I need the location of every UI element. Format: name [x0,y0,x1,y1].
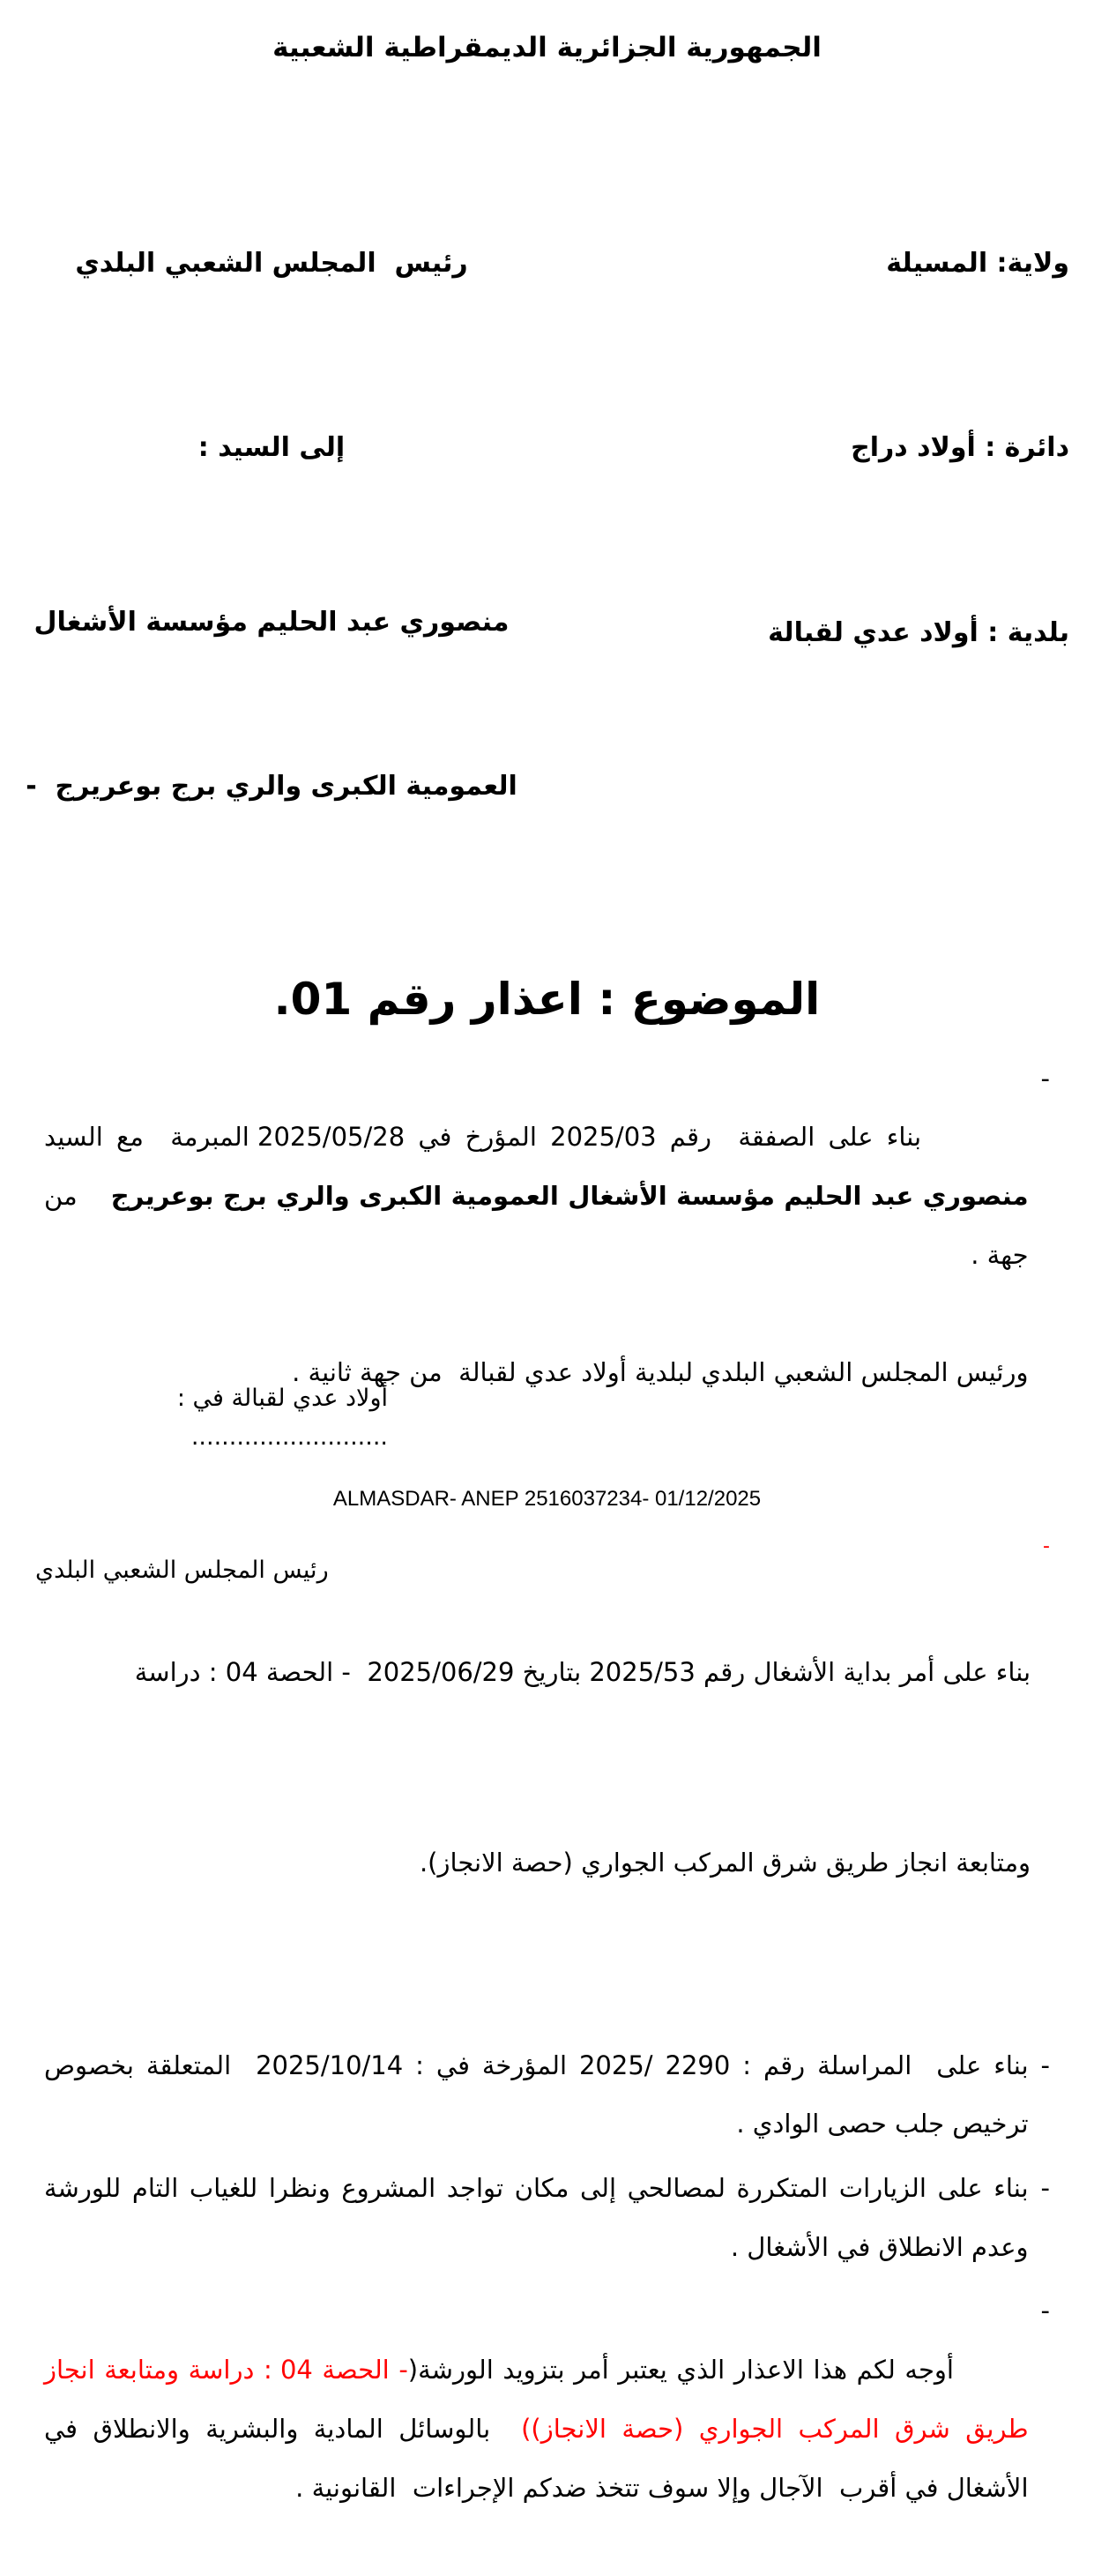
addressee-block [25,109,518,931]
subject-title: الموضوع : اعذار رقم 01. [273,973,821,1025]
daira-line: دائرة : أولاد دراج [851,432,1069,464]
paragraph-content: بناء على الزيارات المتكررة لمصالحي إلى مكان تواجد المشروع ونظرا للغياب التام للورشة وعدم الانطلاق في الأشغال . [35,2173,1029,2262]
republic-title: الجمهورية الجزائرية الديمقراطية الشعبية [272,32,822,63]
bullet-dash: - [1040,2296,1050,2326]
recipient-name-line1: منصوري عبد الحليم مؤسسة الأشغال [33,607,510,638]
bullet-dash: - [1040,2050,1050,2080]
wilaya-line: ولاية: المسيلة [886,247,1069,279]
paragraph-content [35,2281,1029,2575]
signoff-place-date: أولاد عدي لقبالة في : .......................... [169,1385,388,1451]
bullet-dash: - [1040,1063,1050,1094]
paragraph-site-visits [35,2159,1050,2276]
work-order-line1: بناء على أمر بداية الأشغال رقم 2025/53 بتاريخ 2025/06/29 - الحصة 04 : دراسة [134,1656,1031,1687]
commune-line: بلدية : أولاد عدي لقبالة [768,617,1069,649]
legal-warning-segment: بالوسائل المادية والبشرية والانطلاق في الأشغال في أقرب الآجال وإلا سوف تتخذ ضدكم الإجراءات القانونية . [35,2413,1029,2503]
party-two-line: ورئيس المجلس الشعبي البلدي لبلدية أولاد عدي لقبالة من جهة ثانية . [292,1357,1029,1388]
recipient-name-line2: العمومية الكبرى والري برج بوعريرج - [26,771,517,803]
sender-title: رئيس المجلس الشعبي البلدي [75,247,468,279]
paragraph-formal-notice [35,2281,1050,2575]
notice-text-segment: أوجه لكم هذا الاعذار الذي يعتبر أمر بتزويد الورشة( [407,2355,954,2386]
paragraph-correspondence [35,2036,1050,2154]
bullet-dash: - [1040,2173,1050,2204]
bullet-dash-red: - [1043,1535,1050,1558]
notice-body [0,1049,1094,2576]
signature-block [35,1303,388,1666]
document-header [0,109,1094,931]
anep-footer-line: ALMASDAR- ANEP 2516037234- 01/12/2025 [332,1487,762,1511]
contractor-name-segment: منصوري عبد الحليم مؤسسة الأشغال العمومية الكبرى والري برج بوعريرج [110,1181,1029,1212]
lot-description-red-segment: - الحصة 04 : دراسة ومتابعة انجاز طريق شرق المركب الجواري (حصة الانجاز)) [35,2355,1029,2444]
party-one-segment: من جهة . [35,1181,1029,1270]
admin-header-block [768,109,1069,788]
work-order-line2: ومتابعة انجاز طريق شرق المركب الجواري (حصة الانجاز). [419,1847,1031,1878]
signoff-signer-title: رئيس المجلس الشعبي البلدي [35,1557,329,1585]
contract-text-segment: بناء على الصفقة رقم 2025/03 المؤرخ في 2025/05/28 المبرمة مع السيد [35,1122,922,1153]
to-recipient-label: إلى السيد : [197,432,346,464]
paragraph-content: بناء على المراسلة رقم : 2290 /2025 المؤرخة في : 2025/10/14 المتعلقة بخصوص ترخيص جلب حصى الوادي . [35,2050,1029,2139]
